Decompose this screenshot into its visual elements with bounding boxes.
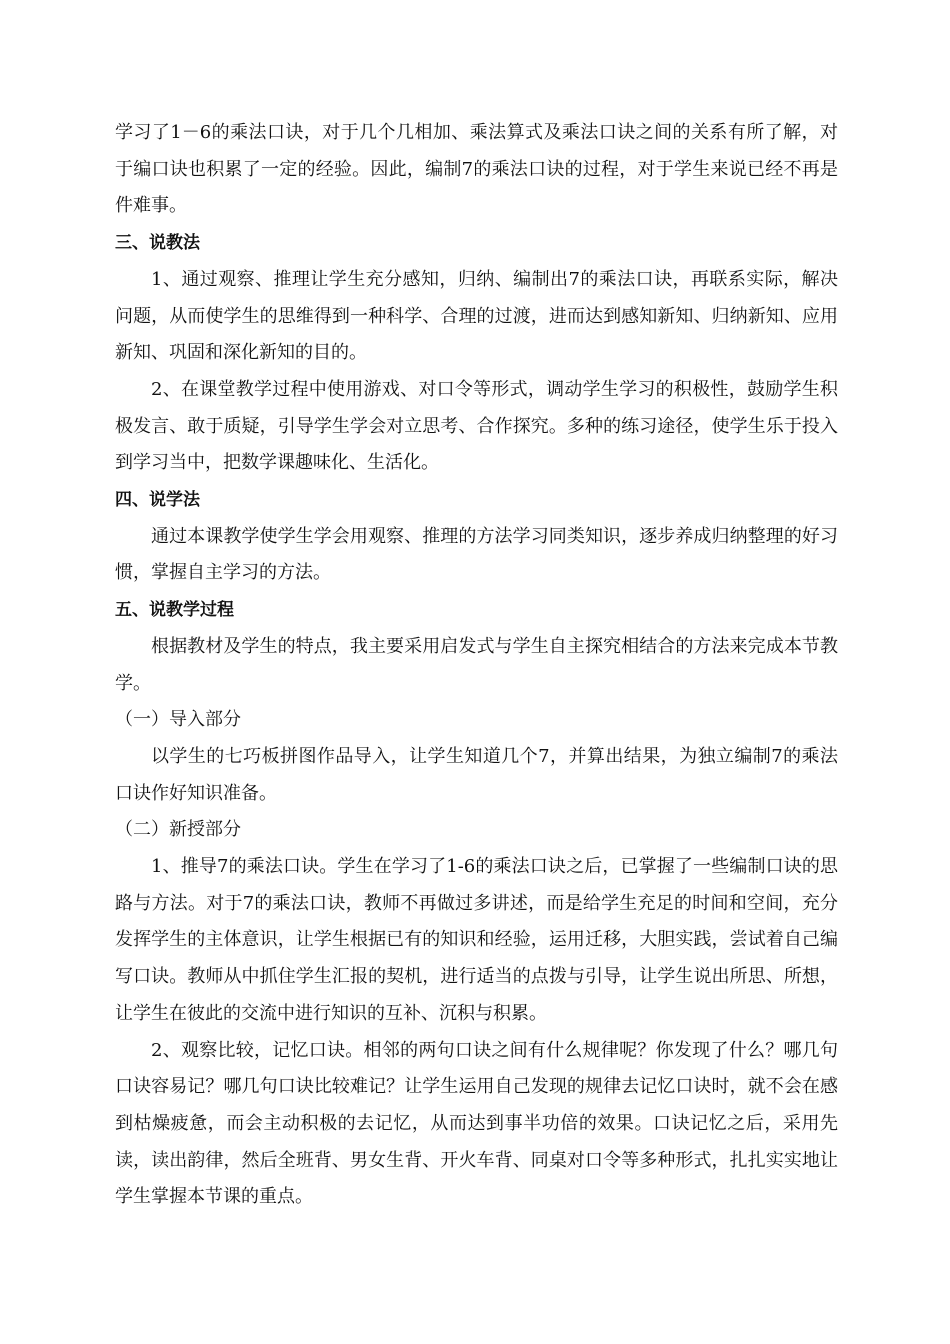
section-heading-learning-method: 四、说学法: [115, 490, 200, 511]
paragraph-method-2: 2、在课堂教学过程中使用游戏、对口令等形式，调动学生学习的积极性，鼓励学生积极发言、敢于质疑，引导学生学会对立思考、合作探究。多种的练习途径，使学生乐于投入到学习当中，把数学课趣味化、生活化。: [115, 378, 838, 474]
paragraph-process-intro: 根据教材及学生的特点，我主要采用启发式与学生自主探究相结合的方法来完成本节教学。: [115, 635, 838, 694]
paragraph-new-lesson-1: 1、推导7的乘法口诀。学生在学习了1-6的乘法口诀之后，已掌握了一些编制口诀的思路与方法。对于7的乘法口诀，教师不再做过多讲述，而是给学生充足的时间和空间，充分发挥学生的主体意识，让学生根据已有的知识和经验，运用迁移，大胆实践，尝试着自己编写口诀。教师从中抓住学生汇报的契机，进行适当的点拨与引导，让学生说出所思、所想，让学生在彼此的交流中进行知识的互补、沉积与积累。: [115, 856, 838, 1024]
paragraph-method-1: 1、通过观察、推理让学生充分感知，归纳、编制出7的乘法口诀，再联系实际，解决问题，从而使学生的思维得到一种科学、合理的过渡，进而达到感知新知、归纳新知、应用新知、巩固和深化新知的目的。: [115, 268, 838, 364]
paragraph-learning-method: 通过本课教学使学生学会用观察、推理的方法学习同类知识，逐步养成归纳整理的好习惯，掌握自主学习的方法。: [115, 525, 838, 584]
section-heading-teaching-process: 五、说教学过程: [115, 600, 234, 621]
paragraph-introduction: 以学生的七巧板拼图作品导入，让学生知道几个7，并算出结果，为独立编制7的乘法口诀作好知识准备。: [115, 745, 838, 804]
section-heading-teaching-method: 三、说教法: [115, 233, 200, 254]
paragraph-new-lesson-2: 2、观察比较，记忆口诀。相邻的两句口诀之间有什么规律呢？你发现了什么？哪几句口诀容易记？哪几句口诀比较难记？让学生运用自己发现的规律去记忆口诀时，就不会在感到枯燥疲惫，而会主动积极的去记忆，从而达到事半功倍的效果。口诀记忆之后，采用先读，读出韵律，然后全班背、男女生背、开火车背、同桌对口令等多种形式，扎扎实实地让学生掌握本节课的重点。: [115, 1039, 838, 1208]
paragraph-intro: 学习了1－6的乘法口诀，对于几个几相加、乘法算式及乘法口诀之间的关系有所了解，对于编口诀也积累了一定的经验。因此，编制7的乘法口诀的过程，对于学生来说已经不再是件难事。: [115, 122, 838, 217]
subheading-introduction: （一）导入部分: [115, 709, 241, 731]
subheading-new-lesson: （二）新授部分: [115, 819, 241, 841]
